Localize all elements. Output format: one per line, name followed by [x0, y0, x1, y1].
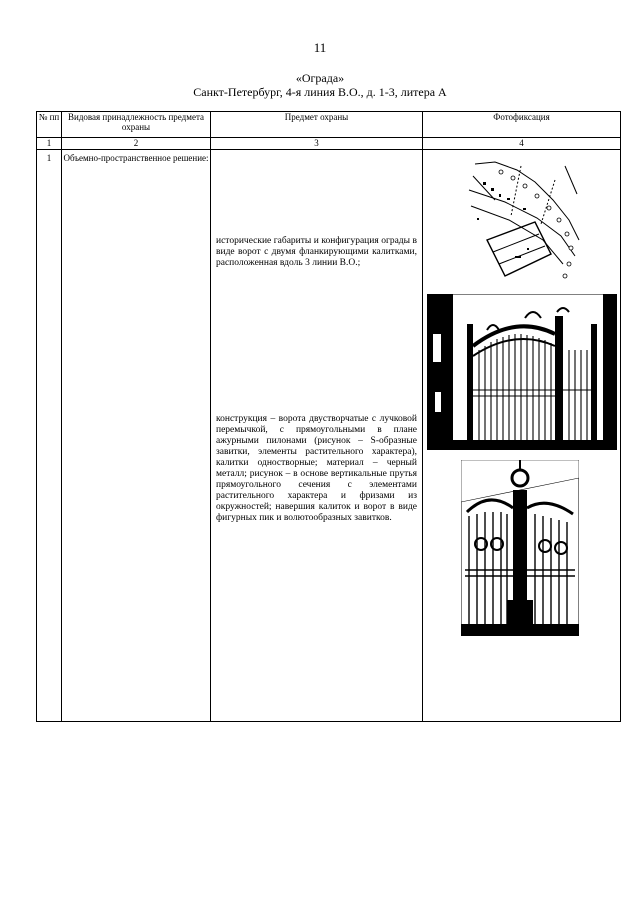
column-number-row	[37, 138, 621, 150]
row-number: 1	[37, 150, 62, 722]
subject-item-construction: конструкция – ворота двустворчатые с лучковой перемычкой, с прямоугольными в плане ажурными пилонами (рисунок – S-образные завитки, элементы растительного характера), калитки одностворные; материал – черный металл; рисунок – в основе вертикальные прутья прямоугольного сечения с элементами растительного характера и фризами из окружностей; навершия калиток и ворот в виде фигурных пик и волютообразных завитков.	[216, 414, 417, 523]
column-number: 3	[211, 138, 423, 150]
document-title	[0, 71, 640, 99]
row-subject-cell	[211, 150, 423, 722]
table-row	[37, 150, 621, 722]
column-number: 4	[423, 138, 621, 150]
column-number: 2	[62, 138, 211, 150]
row-kind-cell	[62, 150, 211, 722]
table-header-row	[37, 112, 621, 138]
row-kind: Объемно-пространственное решение:	[63, 153, 209, 163]
subject-item-dimensions: исторические габариты и конфигурация ограды в виде ворот с двумя фланкирующими калитками, расположенная вдоль 3 линии В.О.;	[216, 236, 417, 268]
column-number: 1	[37, 138, 62, 150]
gates-detail-photo	[461, 460, 579, 636]
header-cell-photo: Фотофиксация	[423, 112, 621, 138]
page-number: 11	[313, 40, 327, 55]
title-line-2: Санкт-Петербург, 4-я линия В.О., д. 1-3, литера А	[193, 85, 447, 99]
header-cell-number: № пп	[37, 112, 62, 138]
protection-table	[36, 111, 621, 722]
row-photo-cell	[423, 150, 621, 722]
gates-front-photo	[427, 294, 617, 450]
title-line-1: «Ограда»	[295, 71, 345, 85]
header-cell-kind: Видовая принадлежность предмета охраны	[62, 112, 211, 138]
header-cell-subject: Предмет охраны	[211, 112, 423, 138]
site-plan-image	[465, 160, 583, 286]
